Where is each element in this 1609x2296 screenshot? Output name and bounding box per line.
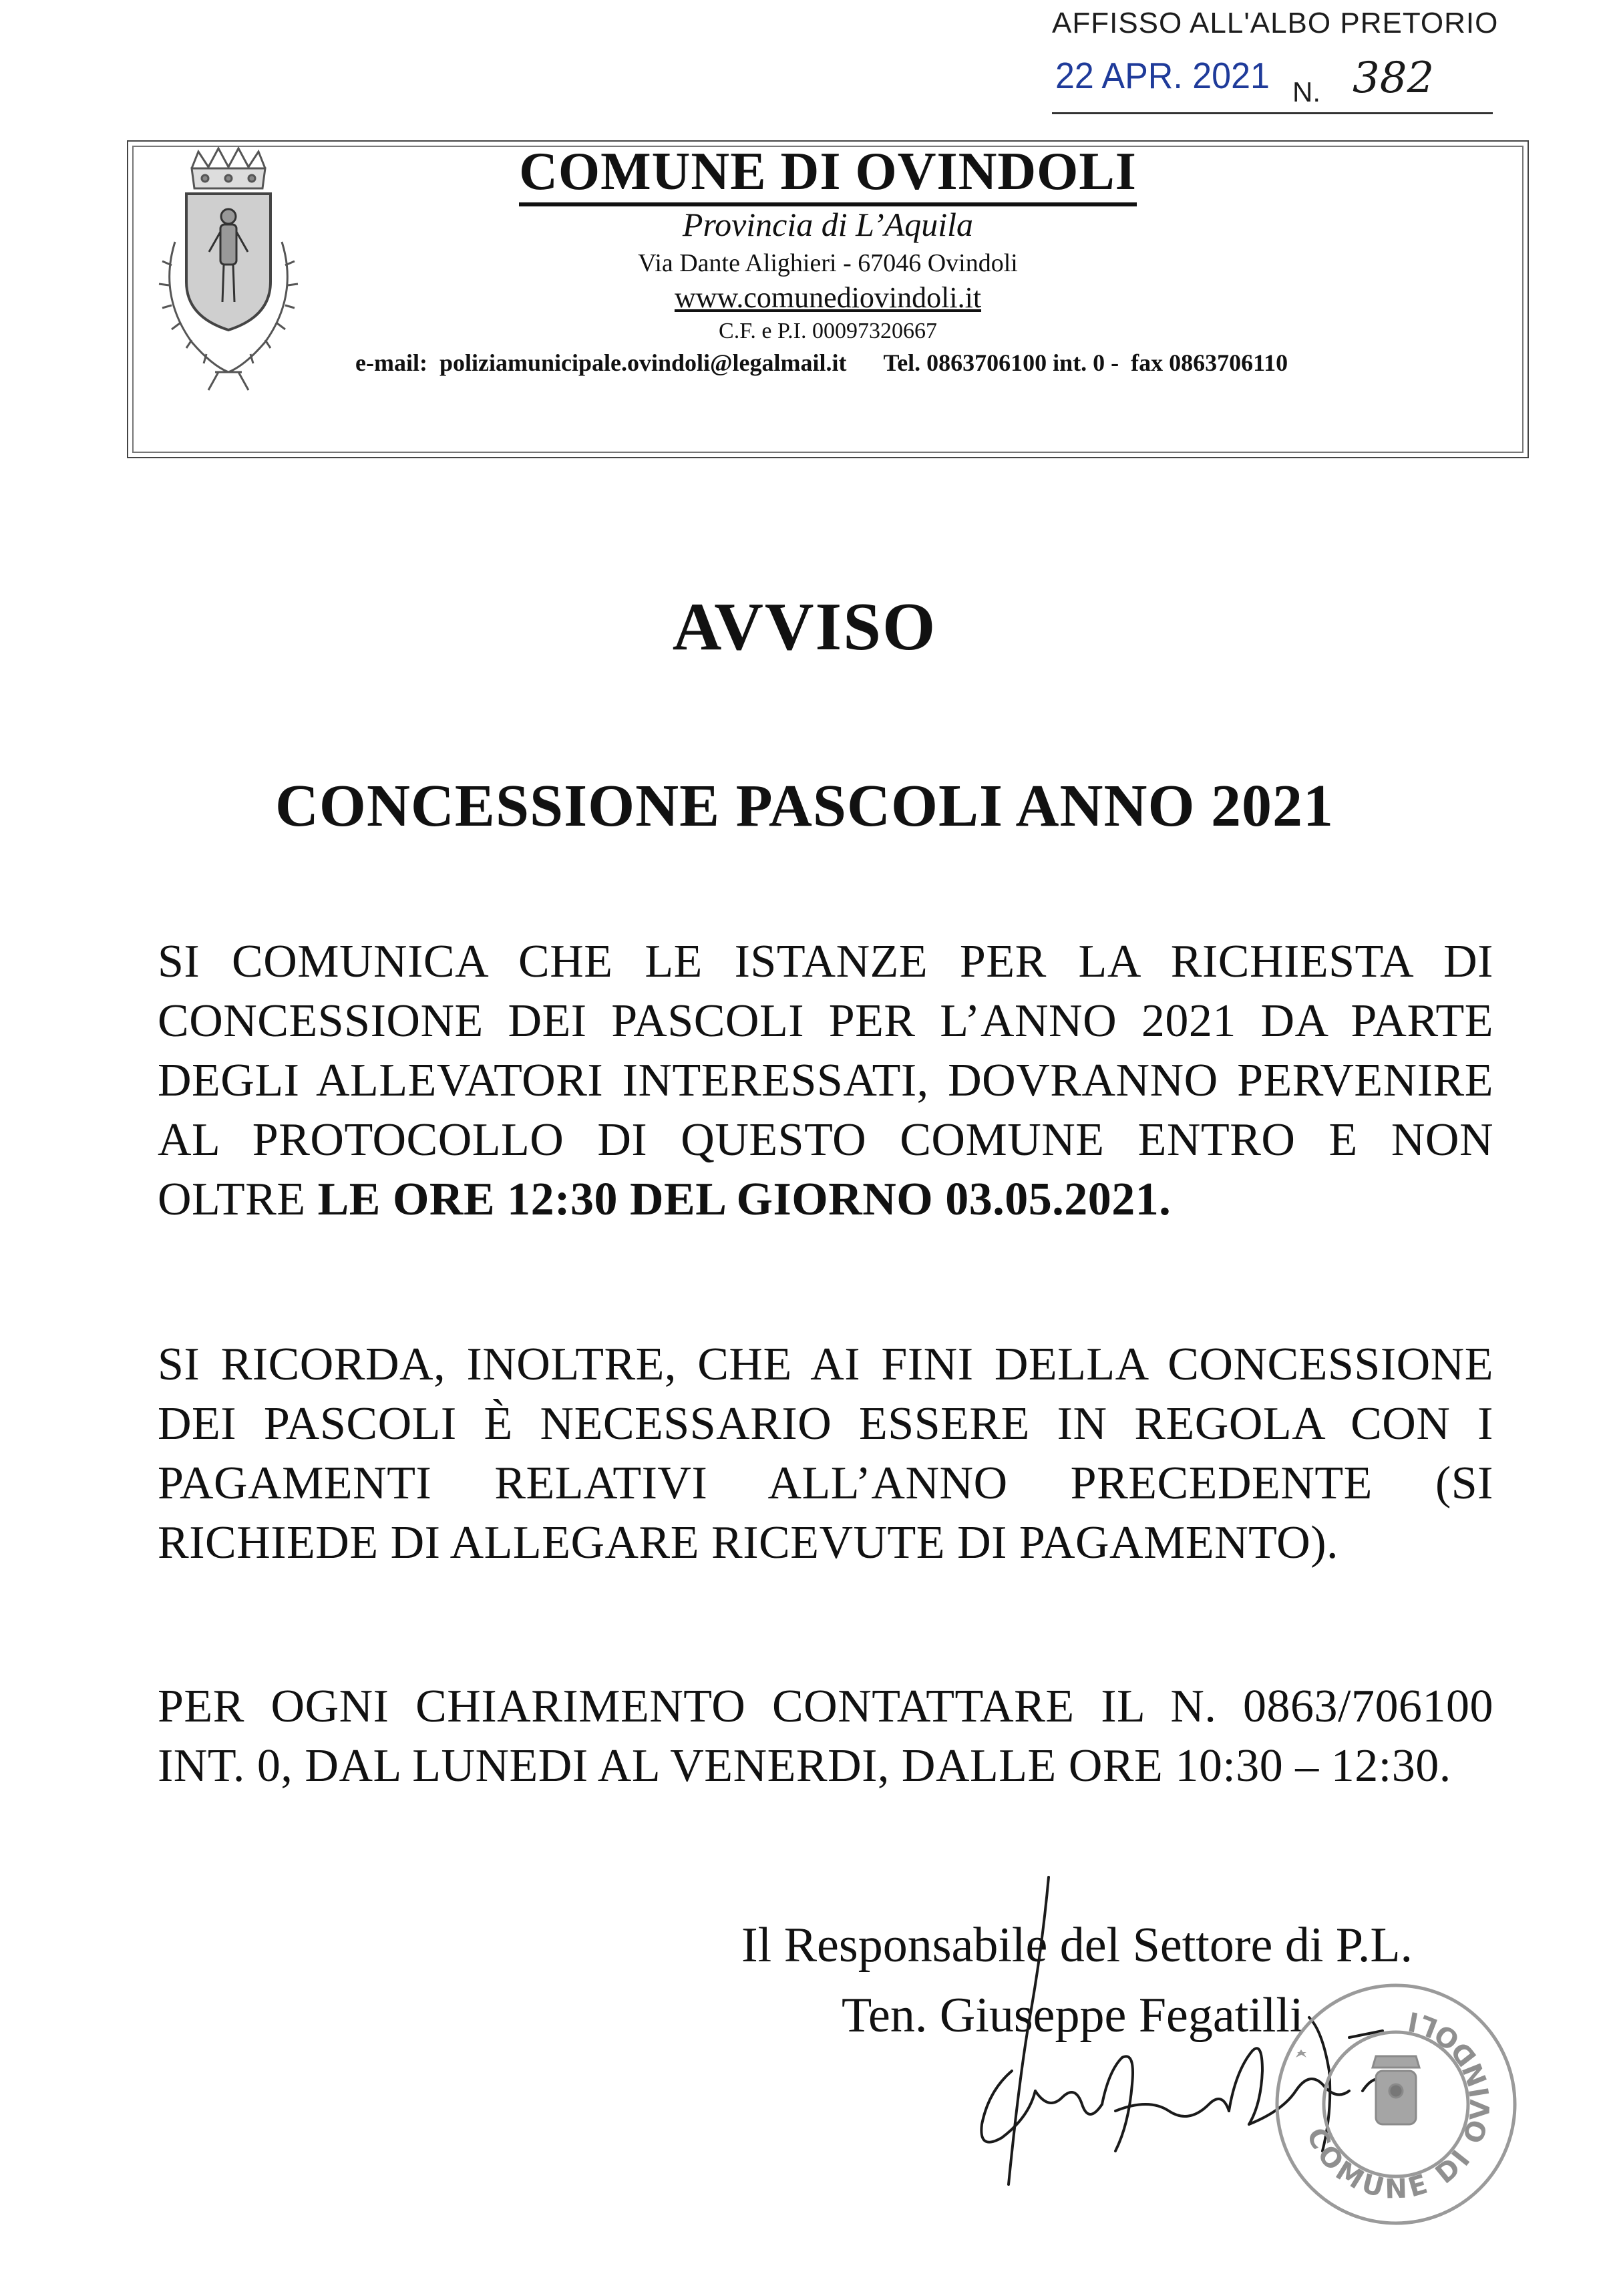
paragraph-deadline-text: SI COMUNICA CHE LE ISTANZE PER LA RICHIESTA DI CONCESSIONE DEI PASCOLI PER L’ANNO 2021 DA PARTE DEGLI ALLEVATORI INTERESSATI, DOVRANNO PERVENIRE AL PROTOCOLLO DI QUESTO COMUNE ENTRO E NON OLTRE <box>158 936 1493 1225</box>
email-label: e-mail: <box>355 349 427 376</box>
email-link[interactable]: poliziamunicipale.ovindoli@legalmail.it <box>439 349 847 376</box>
stamp-underline <box>1052 112 1493 114</box>
province: Provincia di L’Aquila <box>682 206 974 243</box>
paragraph-contact: PER OGNI CHIARIMENTO CONTATTARE IL N. 0863/706100 INT. 0, DAL LUNEDI AL VENERDI, DALLE ORE 10:30 – 12:30. <box>158 1681 1493 1792</box>
signatory-role: Il Responsabile del Settore di P.L. <box>741 1918 1413 1973</box>
notice-heading: AVVISO <box>672 589 937 665</box>
website-link[interactable]: www.comunediovindoli.it <box>674 281 982 314</box>
fax: fax 0863706110 <box>1131 349 1288 376</box>
stamp-number-label: N. <box>1292 76 1320 108</box>
posting-stamp <box>1052 7 1586 120</box>
stamp-header: AFFISSO ALL'ALBO PRETORIO <box>1052 7 1499 39</box>
contact-line <box>355 349 1288 377</box>
notice-subject: CONCESSIONE PASCOLI ANNO 2021 <box>275 773 1334 839</box>
stamp-number: 382 <box>1353 53 1435 103</box>
municipal-seal <box>1269 1977 1523 2231</box>
letterhead <box>127 140 1529 458</box>
paragraph-deadline <box>158 932 1493 1229</box>
seal-emblem-icon <box>1373 2056 1419 2124</box>
deadline-highlight: LE ORE 12:30 DEL GIORNO 03.05.2021. <box>317 1174 1172 1225</box>
address: Via Dante Alighieri - 67046 Ovindoli <box>638 249 1018 277</box>
signatory-name: Ten. Giuseppe Fegatilli <box>842 1988 1304 2043</box>
municipality-title: COMUNE DI OVINDOLI <box>128 142 1528 202</box>
stamp-date: 22 APR. 2021 <box>1055 55 1270 97</box>
seal-text: COMUNE DI OVINDOLI <box>1300 2004 1497 2205</box>
paragraph-payments: SI RICORDA, INOLTRE, CHE AI FINI DELLA CONCESSIONE DEI PASCOLI È NECESSARIO ESSERE IN REGOLA CON I PAGAMENTI RELATIVI ALL’ANNO PRECEDENTE (SI RICHIEDE DI ALLEGARE RICEVUTE DI PAGAMENTO). <box>158 1339 1493 1569</box>
tax-code: C.F. e P.I. 00097320667 <box>719 319 937 343</box>
phone: Tel. 0863706100 int. 0 - <box>883 349 1119 376</box>
